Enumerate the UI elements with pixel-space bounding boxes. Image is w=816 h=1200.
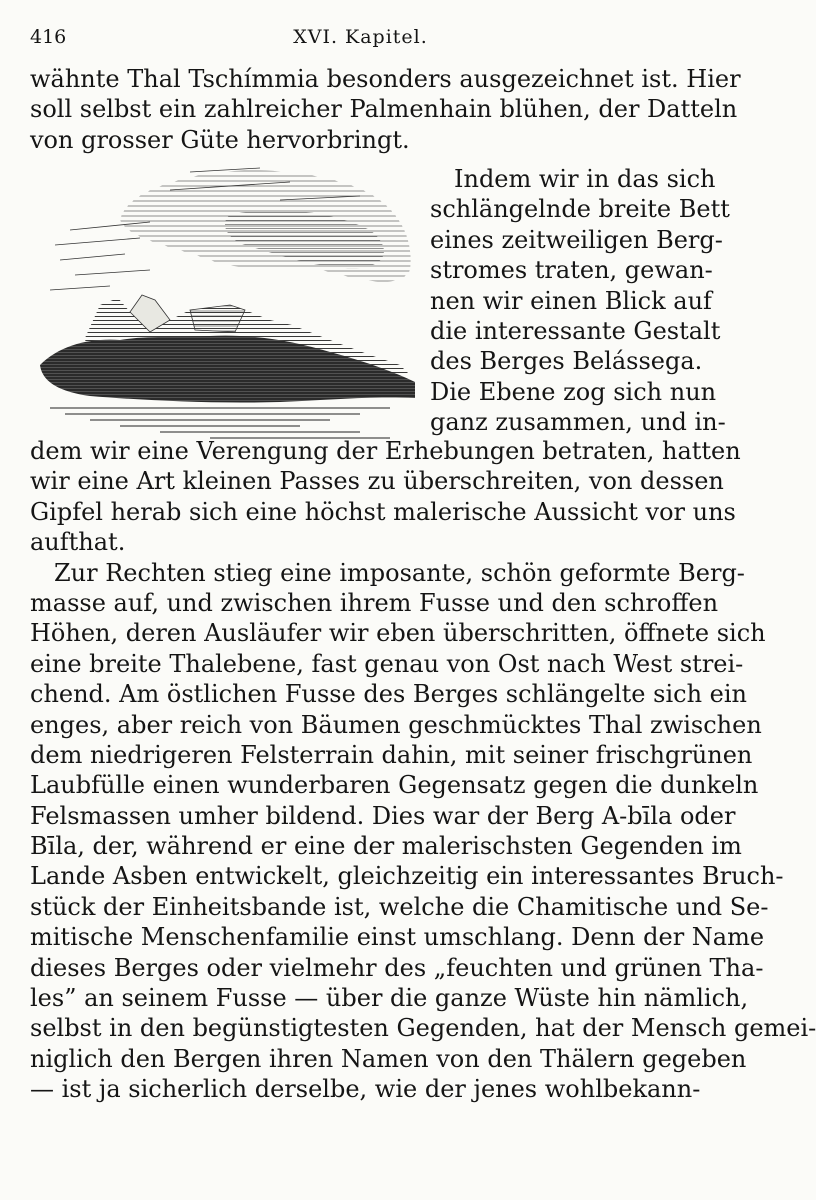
mountain-engraving [30,160,420,445]
running-head [30,18,691,52]
text-line: mitische Menschenfamilie einst umschlang. Denn der Name [30,923,765,952]
text-line: des Berges Belássega. [430,347,703,376]
text-line: — ist ja sicherlich derselbe, wie der jenes wohlbekann- [30,1075,701,1104]
text-line: wähnte Thal Tschímmia besonders ausgezeichnet ist. Hier [30,65,741,93]
text-line: dem wir eine Verengung der Erhebungen betraten, hatten [30,437,741,465]
text-line: masse auf, und zwischen ihrem Fusse und den schroffen [30,588,719,617]
mountain-engraving-image [30,160,420,445]
text-line: dieses Berges oder vielmehr des „feuchten und grünen Tha- [30,953,764,982]
text-line: enges, aber reich von Bäumen geschmücktes Thal zwischen [30,710,762,739]
text-line: dem niedrigeren Felsterrain dahin, mit seiner frischgrünen [30,740,753,769]
text-line: Laubfülle einen wunderbaren Gegensatz gegen die dunkeln [30,771,759,800]
text-line: Höhen, deren Ausläufer wir eben überschritten, öffnete sich [30,619,766,648]
text-line: die interessante Gestalt [430,316,721,345]
text-line: Die Ebene zog sich nun [430,377,717,406]
text-line: chend. Am östlichen Fusse des Berges schlängelte sich ein [30,680,747,709]
text-line: stück der Einheitsbande ist, welche die Chamitische und Se- [30,892,769,921]
text-block-wrap [430,164,730,438]
text-line: wir eine Art kleinen Passes zu überschreiten, von dessen [30,467,724,496]
text-block-bottom [30,436,816,1105]
text-line: Felsmassen umher bildend. Dies war der Berg A-bīla oder [30,801,736,830]
text-block-top [30,64,741,155]
text-line: selbst in den begünstigtesten Gegenden, hat der Mensch gemei- [30,1014,816,1043]
text-line: soll selbst ein zahlreicher Palmenhain blühen, der Datteln [30,95,738,124]
text-line: les” an seinem Fusse — über die ganze Wüste hin nämlich, [30,984,749,1013]
text-line: eines zeitweiligen Berg- [430,225,723,254]
text-line: Zur Rechten stieg eine imposante, schön geformte Berg- [54,558,745,587]
text-line: eine breite Thalebene, fast genau von Ost nach West strei- [30,649,744,678]
text-line: ganz zusammen, und in- [430,408,726,437]
page-number: 416 [30,26,67,48]
text-line: niglich den Bergen ihren Namen von den Thälern gegeben [30,1044,747,1073]
text-line: nen wir einen Blick auf [430,286,712,315]
text-line: schlängelnde breite Bett [430,195,730,224]
text-line: Bīla, der, während er eine der malerischsten Gegenden im [30,832,742,861]
text-line: von grosser Güte hervorbringt. [30,125,410,154]
text-line: Indem wir in das sich [454,165,716,193]
text-line: stromes traten, gewan- [430,256,713,285]
text-line: Gipfel herab sich eine höchst malerische Aussicht vor uns [30,497,736,526]
text-line: aufthat. [30,528,126,557]
text-line: Lande Asben entwickelt, gleichzeitig ein interessantes Bruch- [30,862,784,891]
chapter-title: XVI. Kapitel. [293,26,428,48]
